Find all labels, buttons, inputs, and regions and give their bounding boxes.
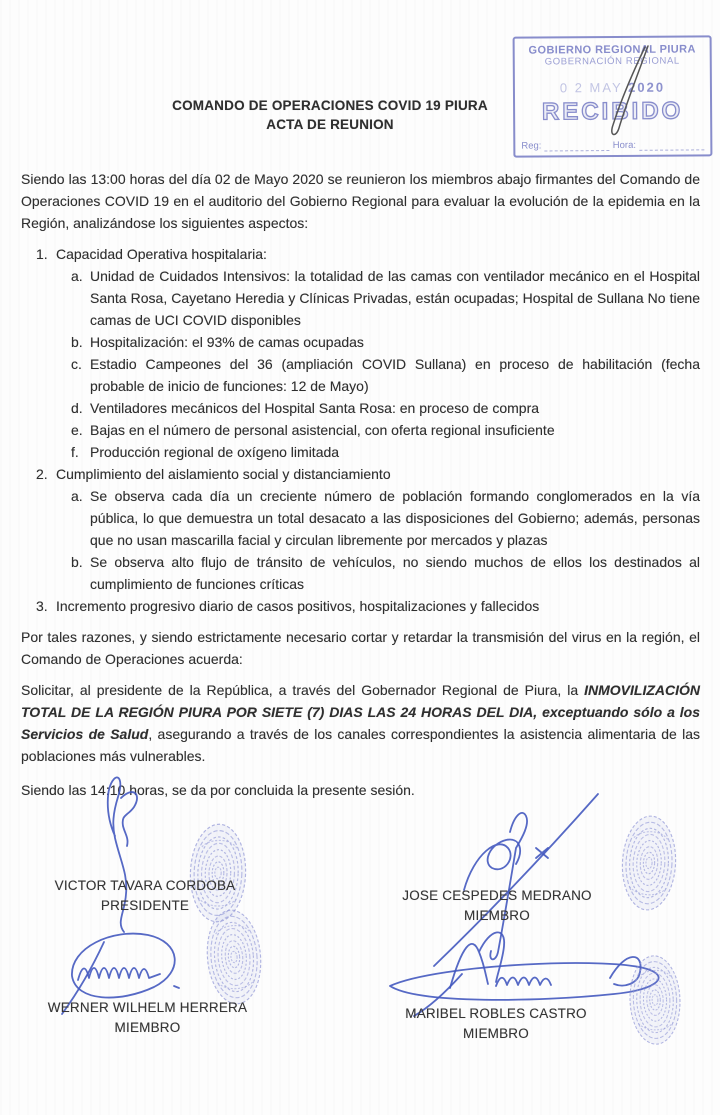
stamp-received-word: RECIBIDO bbox=[541, 97, 684, 126]
session-end-paragraph: Siendo las 14:10 horas, se da por concluida la presente sesión. bbox=[21, 782, 415, 798]
list-item-2a bbox=[21, 485, 700, 551]
stamp-reg-line bbox=[544, 142, 609, 151]
list-item-1f-text: Producción regional de oxígeno limitada bbox=[90, 444, 340, 460]
signer-role: MIEMBRO bbox=[114, 1019, 181, 1035]
list-item-1-text: Capacidad Operativa hospitalaria: bbox=[56, 246, 267, 262]
list-item-1b-text: Hospitalización: el 93% de camas ocupadas bbox=[90, 334, 364, 350]
stamp-date-year: 2020 bbox=[628, 79, 666, 95]
list-item-3-text: Incremento progresivo diario de casos positivos, hospitalizaciones y fallecidos bbox=[56, 598, 540, 614]
list-item-2a-text: Se observa cada día un creciente número de población formando conglomerados en la vía pública, lo que demuestra un total desacato a las disposiciones del Gobierno; además, personas que no usan mascarilla facial y circulan libremente por mercados y plazas bbox=[90, 488, 700, 548]
request-text-post: , asegurando a través de los canales correspondientes la asistencia alimentaria de las poblaciones más vulnerables. bbox=[21, 726, 700, 764]
list-item-1d-text: Ventiladores mecánicos del Hospital Santa Rosa: en proceso de compra bbox=[90, 400, 540, 416]
list-item-1a-text: Unidad de Cuidados Intensivos: la totalidad de las camas con ventilador mecánico en el Hospital Santa Rosa, Cayetano Heredia y Clínicas Privadas, están ocupadas; Hospital de Sullana No tiene camas de UCI COVID disponibles bbox=[90, 268, 700, 328]
document-body bbox=[21, 168, 700, 801]
list-item-2-number: 2. bbox=[36, 466, 48, 482]
fingerprint-jose-cespedes bbox=[613, 810, 684, 915]
signer-name: VICTOR TAVARA CORDOBA bbox=[54, 878, 236, 893]
stamp-office-name: GOBERNACIÓN REGIONAL bbox=[544, 55, 680, 68]
list-item-1d bbox=[21, 397, 700, 419]
list-item-3-number: 3. bbox=[36, 598, 48, 614]
list-item-1e-text: Bajas en el número de personal asistencial, con oferta regional insuficiente bbox=[90, 422, 555, 438]
title-line-2: ACTA DE REUNION bbox=[266, 117, 394, 132]
document-title bbox=[0, 96, 660, 134]
list-item-1c-text: Estadio Campeones del 36 (ampliación COVID Sullana) en proceso de habilitación (fecha probable de inicio de funciones: 12 de Mayo) bbox=[90, 356, 700, 394]
list-item-2b-letter: b. bbox=[71, 554, 83, 570]
signer-role: MIEMBRO bbox=[464, 907, 530, 923]
stamp-reg-label: Reg: bbox=[521, 140, 542, 152]
signature-block-werner-herrera bbox=[35, 998, 260, 1037]
list-item-2 bbox=[21, 463, 700, 485]
list-item-1a bbox=[21, 265, 700, 331]
fingerprint-maribel-robles bbox=[624, 951, 685, 1049]
signer-role: PRESIDENTE bbox=[100, 897, 190, 913]
signature-block-maribel-robles bbox=[390, 1004, 602, 1043]
list-item-2b-text: Se observa alto flujo de tránsito de vehículos, no siendo muchos de ellos los destinados al cumplimiento de funciones críticas bbox=[90, 554, 700, 592]
title-line-1: COMANDO DE OPERACIONES COVID 19 PIURA bbox=[172, 98, 488, 113]
list-item-3 bbox=[21, 595, 700, 617]
fingerprint-werner-herrera bbox=[199, 903, 270, 1010]
list-item-1c bbox=[21, 353, 700, 397]
list-item-1c-letter: c. bbox=[71, 356, 82, 372]
stamp-hora-label: Hora: bbox=[612, 139, 637, 151]
stamp-hora-line bbox=[639, 141, 704, 150]
list-item-1b bbox=[21, 331, 700, 353]
stamp-date-daymonth: 0 2 MAY bbox=[559, 79, 623, 96]
request-paragraph bbox=[21, 679, 700, 767]
list-item-1f bbox=[21, 441, 700, 463]
list-item-1f-letter: f. bbox=[71, 444, 79, 460]
signer-name: WERNER WILHELM HERRERA bbox=[47, 1000, 248, 1015]
request-text-pre: Solicitar, al presidente de la República, a través del Gobernador Regional de Piura, la bbox=[21, 682, 585, 698]
list-item-1b-letter: b. bbox=[71, 334, 83, 350]
list-item-1e bbox=[21, 419, 700, 441]
signature-block-jose-cespedes bbox=[392, 886, 602, 925]
list-item-1d-letter: d. bbox=[71, 400, 83, 416]
list-item-2a-letter: a. bbox=[71, 488, 83, 504]
reasons-paragraph: Por tales razones, y siendo estrictamente necesario cortar y retardar la transmisión del virus en la región, el Comando de Operaciones acuerda: bbox=[21, 629, 700, 667]
list-item-2-text: Cumplimiento del aislamiento social y distanciamiento bbox=[56, 466, 391, 482]
list-item-2b bbox=[21, 551, 700, 595]
signer-name: JOSE CESPEDES MEDRANO bbox=[402, 888, 592, 903]
list-item-1a-letter: a. bbox=[71, 268, 83, 284]
signer-name: MARIBEL ROBLES CASTRO bbox=[405, 1006, 587, 1021]
list-item-1-number: 1. bbox=[36, 246, 48, 262]
signer-role: MIEMBRO bbox=[463, 1025, 529, 1041]
list-item-1e-letter: e. bbox=[71, 422, 83, 438]
stamp-org-name: GOBIERNO REGIONAL PIURA bbox=[528, 43, 696, 57]
request-text-emphasis: INMOVILIZACIÓN TOTAL DE LA REGIÓN PIURA POR SIETE (7) DIAS LAS 24 HORAS DEL DIA, exceptuando sólo a los Servicios de Salud bbox=[21, 682, 700, 742]
list-item-1 bbox=[21, 243, 700, 265]
intro-paragraph: Siendo las 13:00 horas del día 02 de Mayo 2020 se reunieron los miembros abajo firmantes del Comando de Operaciones COVID 19 en el auditorio del Gobierno Regional para evaluar la evolución de la epidemia en la Región, analizándose los siguientes aspectos: bbox=[21, 171, 700, 231]
